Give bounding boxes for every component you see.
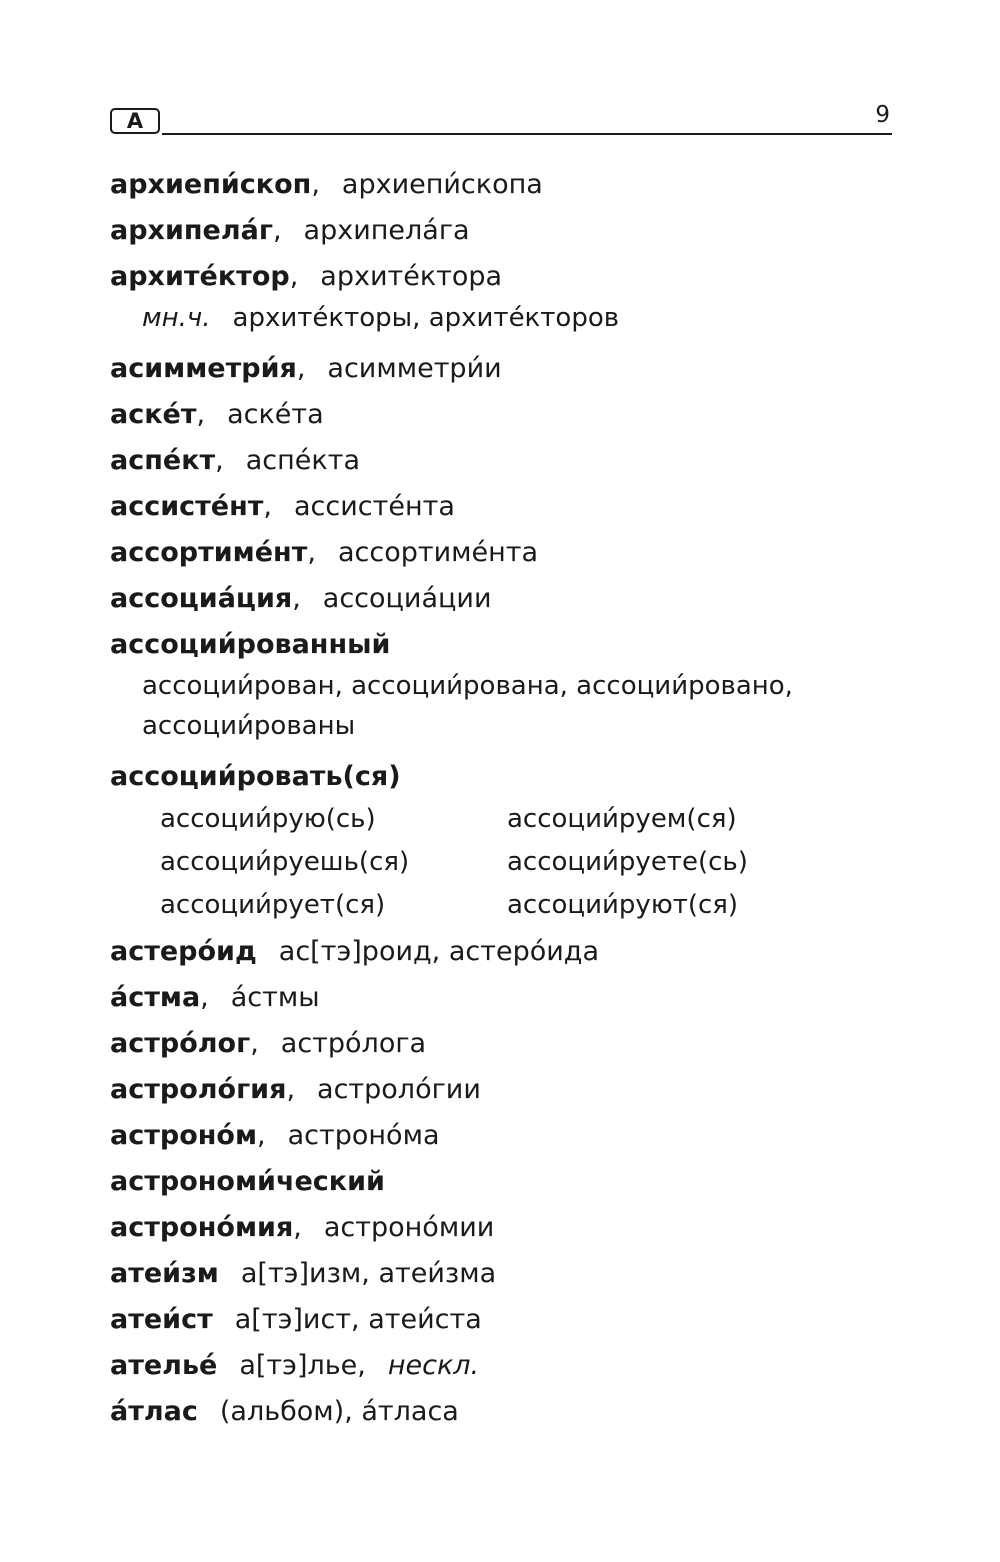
dictionary-entry <box>110 1389 900 1435</box>
dictionary-entry <box>110 438 900 484</box>
dictionary-entry <box>110 1251 900 1297</box>
entry-forms: ассисте́нта <box>294 491 455 522</box>
headword: астеро́ид <box>110 936 257 967</box>
header-rule <box>162 133 892 135</box>
grammar-label: нескл. <box>387 1350 480 1381</box>
entry-forms: астроно́мии <box>323 1212 495 1243</box>
headword: архиепи́скоп <box>110 169 312 200</box>
section-letter: А <box>110 108 160 134</box>
dictionary-entry <box>110 576 900 622</box>
dictionary-entry <box>110 1113 900 1159</box>
dictionary-entry <box>110 254 900 300</box>
headword-comma: , <box>215 445 224 476</box>
conjugation-form: ассоции́рую(сь) <box>160 804 376 834</box>
headword: а́стма <box>110 982 201 1013</box>
entry-forms: астроло́гии <box>317 1074 481 1105</box>
dictionary-entry <box>110 484 900 530</box>
dictionary-entry <box>110 1297 900 1343</box>
grammar-label: мн.ч. <box>142 303 211 333</box>
entry-forms: (альбом), а́тласа <box>219 1396 459 1427</box>
entry-forms: архипела́га <box>303 215 470 246</box>
headword: ассоции́рованный <box>110 629 391 660</box>
page-number: 9 <box>875 102 890 128</box>
headword: архипела́г <box>110 215 273 246</box>
conjugation-form: ассоции́руем(ся) <box>507 804 737 834</box>
dictionary-entry <box>110 754 900 800</box>
headword-comma: , <box>272 215 282 246</box>
page-header <box>110 102 892 138</box>
entry-forms: асимметри́и <box>327 353 502 384</box>
entry-forms: астро́лога <box>280 1028 427 1059</box>
headword-comma: , <box>196 399 206 430</box>
conjugation-form: ассоции́руешь(ся) <box>160 847 410 877</box>
dictionary-entry <box>110 346 900 392</box>
headword-comma: , <box>200 982 209 1013</box>
entry-forms: ассортиме́нта <box>337 537 539 568</box>
entry-forms: архите́ктора <box>320 261 503 292</box>
entry-forms: аспе́кта <box>245 445 361 476</box>
dictionary-entry <box>110 208 900 254</box>
entry-forms: а́стмы <box>230 982 320 1013</box>
entry-forms: ассоциа́ции <box>322 583 492 614</box>
headword-comma: , <box>250 1028 259 1059</box>
headword-comma: , <box>311 169 320 200</box>
entry-subline <box>110 666 902 746</box>
headword: атеи́зм <box>110 1258 219 1289</box>
dictionary-entry <box>110 1067 900 1113</box>
headword-comma: , <box>307 537 316 568</box>
conjugation-form: ассоции́рует(ся) <box>160 890 386 920</box>
headword: астроно́м <box>110 1120 258 1151</box>
conjugation-table <box>110 798 900 927</box>
headword: астрономи́ческий <box>110 1166 385 1197</box>
entry-forms: аске́та <box>227 399 324 430</box>
headword: атеи́ст <box>110 1304 213 1335</box>
dictionary-entry <box>110 392 900 438</box>
headword: астро́лог <box>110 1028 251 1059</box>
entry-forms: а[тэ]ист, атеи́ста <box>234 1304 482 1335</box>
headword: аске́т <box>110 399 197 430</box>
entry-forms: а[тэ]изм, атеи́зма <box>240 1258 497 1289</box>
headword: астроло́гия <box>110 1074 287 1105</box>
headword: ассоциа́ция <box>110 583 293 614</box>
headword: ассисте́нт <box>110 491 264 522</box>
entry-subline <box>110 298 900 338</box>
entry-forms: архите́кторы, архите́кторов <box>232 303 620 333</box>
entry-forms: астроно́ма <box>287 1120 440 1151</box>
headword-comma: , <box>289 261 299 292</box>
entry-forms: ас[тэ]роид, астеро́ида <box>278 936 599 967</box>
dictionary-entry <box>110 530 900 576</box>
entry-list <box>110 162 900 1435</box>
conjugation-form: ассоции́руете(сь) <box>507 847 748 877</box>
headword-comma: , <box>292 583 301 614</box>
conjugation-form: ассоции́руют(ся) <box>507 890 739 920</box>
headword: астроно́мия <box>110 1212 294 1243</box>
headword-comma: , <box>296 353 306 384</box>
entry-forms: а[тэ]лье, <box>239 1350 366 1381</box>
headword: асимметри́я <box>110 353 297 384</box>
dictionary-entry <box>110 162 900 208</box>
dictionary-entry <box>110 1021 900 1067</box>
dictionary-entry <box>110 622 900 668</box>
entry-forms: ассоции́рован, ассоции́рована, ассоции́ровано, ассоции́рованы <box>142 671 793 741</box>
dictionary-entry <box>110 1205 900 1251</box>
headword: аспе́кт <box>110 445 216 476</box>
headword-comma: , <box>293 1212 302 1243</box>
dictionary-entry <box>110 929 900 975</box>
dictionary-entry <box>110 1343 900 1389</box>
headword-comma: , <box>286 1074 296 1105</box>
headword-comma: , <box>263 491 273 522</box>
headword: ателье́ <box>110 1350 218 1381</box>
dictionary-entry <box>110 1159 900 1205</box>
headword: ассортиме́нт <box>110 537 308 568</box>
headword: архите́ктор <box>110 261 290 292</box>
entry-forms: архиепи́скопа <box>341 169 543 200</box>
dictionary-entry <box>110 975 900 1021</box>
headword-comma: , <box>257 1120 266 1151</box>
headword: ассоции́ровать(ся) <box>110 761 401 792</box>
headword: а́тлас <box>110 1396 198 1427</box>
